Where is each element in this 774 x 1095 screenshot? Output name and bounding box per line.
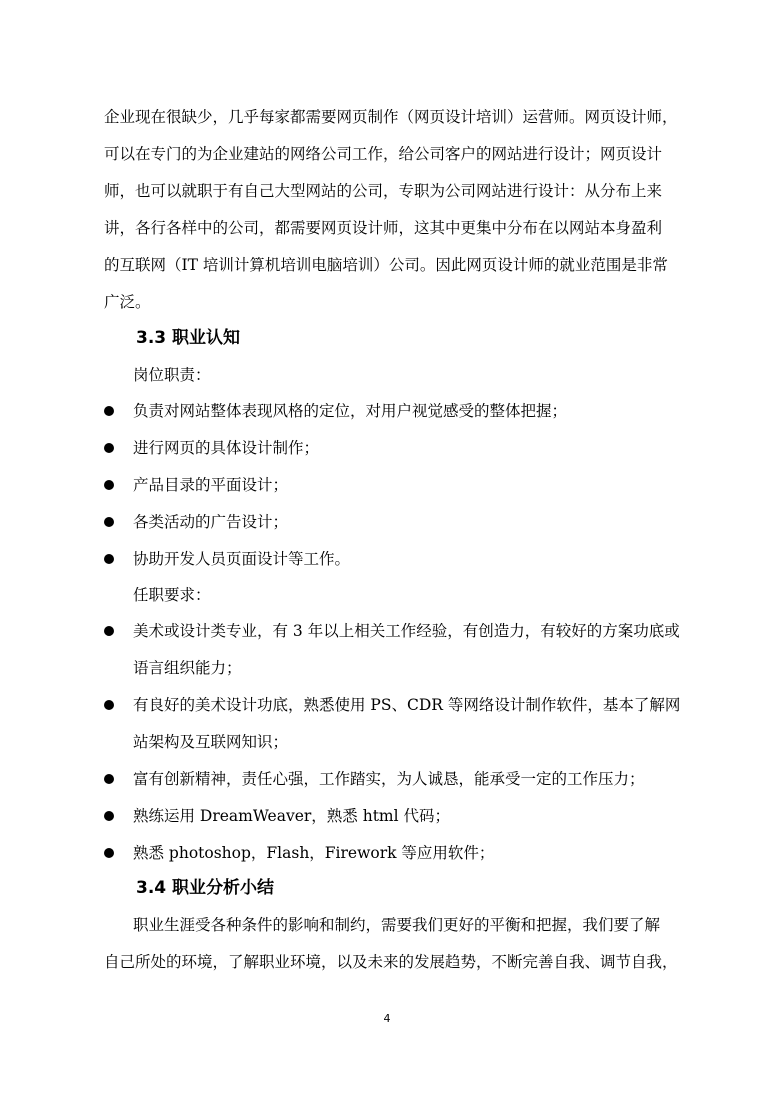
paragraph-line: 职业生涯受各种条件的影响和制约，需要我们更好的平衡和把握，我们要了解	[133, 916, 661, 934]
requirements-label: 任职要求：	[133, 586, 211, 604]
bullet-icon	[104, 700, 114, 710]
requirement-item: 熟悉 photoshop，Flash，Firework 等应用软件；	[133, 844, 495, 862]
bullet-icon	[104, 626, 114, 636]
section-heading: 3.3 职业认知	[136, 328, 241, 348]
bullet-icon	[104, 811, 114, 821]
bullet-icon	[104, 848, 114, 858]
bullet-icon	[104, 517, 114, 527]
paragraph-line: 的互联网（IT 培训计算机培训电脑培训）公司。因此网页设计师的就业范围是非常	[104, 256, 668, 274]
duty-item: 负责对网站整体表现风格的定位，对用户视觉感受的整体把握；	[133, 402, 568, 420]
requirement-item: 熟练运用 DreamWeaver，熟悉 html 代码；	[133, 807, 451, 825]
requirement-item-continued: 站架构及互联网知识；	[133, 733, 289, 751]
paragraph-line: 可以在专门的为企业建站的网络公司工作，给公司客户的网站进行设计；网页设计	[104, 145, 663, 163]
duties-label: 岗位职责：	[133, 366, 211, 384]
bullet-icon	[104, 554, 114, 564]
duty-item: 进行网页的具体设计制作；	[133, 439, 320, 457]
duty-item: 各类活动的广告设计；	[133, 513, 289, 531]
duty-item: 协助开发人员页面设计等工作。	[133, 550, 351, 568]
paragraph-line: 企业现在很缺少，几乎每家都需要网页制作（网页设计培训）运营师。网页设计师，	[104, 108, 678, 126]
paragraph-line: 广泛。	[104, 293, 151, 311]
bullet-icon	[104, 480, 114, 490]
bullet-icon	[104, 443, 114, 453]
bullet-icon	[104, 774, 114, 784]
section-heading: 3.4 职业分析小结	[136, 878, 275, 898]
requirement-item-continued: 语言组织能力；	[133, 659, 242, 677]
paragraph-line: 师，也可以就职于有自己大型网站的公司，专职为公司网站进行设计：从分布上来	[104, 182, 663, 200]
duty-item: 产品目录的平面设计；	[133, 476, 289, 494]
requirement-item: 美术或设计类专业，有 3 年以上相关工作经验，有创造力，有较好的方案功底或	[133, 622, 680, 640]
paragraph-line: 自己所处的环境，了解职业环境，以及未来的发展趋势，不断完善自我、调节自我，	[104, 953, 678, 971]
bullet-icon	[104, 406, 114, 416]
paragraph-line: 讲，各行各样中的公司，都需要网页设计师，这其中更集中分布在以网站本身盈利	[104, 219, 663, 237]
page-number: 4	[383, 1012, 391, 1025]
requirement-item: 有良好的美术设计功底，熟悉使用 PS、CDR 等网络设计制作软件，基本了解网	[133, 696, 681, 714]
requirement-item: 富有创新精神，责任心强，工作踏实，为人诚恳，能承受一定的工作压力；	[133, 770, 645, 788]
